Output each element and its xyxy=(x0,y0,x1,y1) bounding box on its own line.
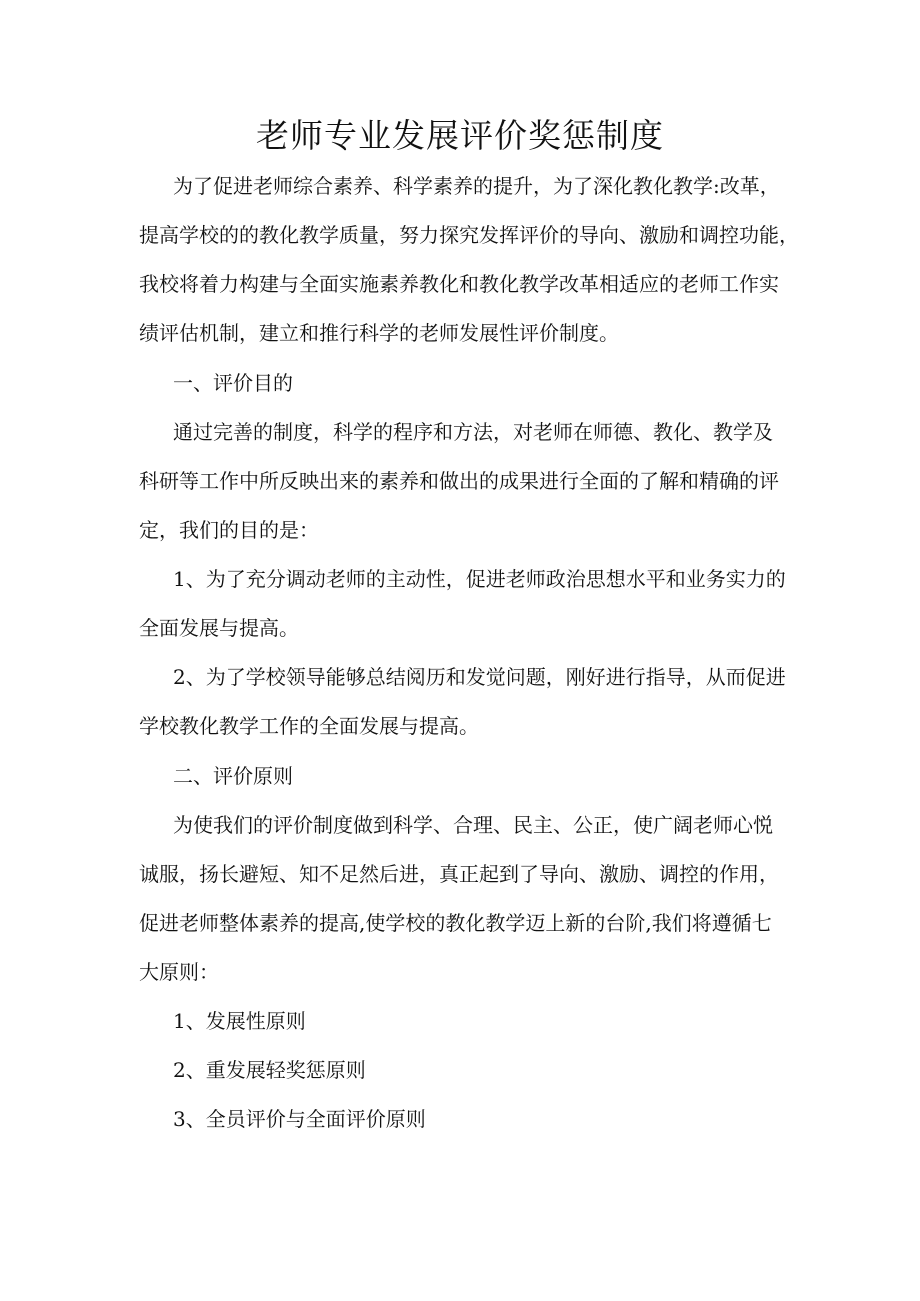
paragraph-line: 学校教化教学工作的全面发展与提高。 xyxy=(139,714,479,738)
list-item: 1、发展性原则 xyxy=(173,1009,306,1033)
paragraph-line: 定，我们的目的是： xyxy=(139,518,319,542)
list-item: 3、全员评价与全面评价原则 xyxy=(173,1107,426,1131)
paragraph-line: 为了促进老师综合素养、科学素养的提升，为了深化教化教学:改革， xyxy=(173,174,780,198)
paragraph-line: 科研等工作中所反映出来的素养和做出的成果进行全面的了解和精确的评 xyxy=(139,469,779,493)
paragraph-line: 促进老师整体素养的提高,使学校的教化教学迈上新的台阶,我们将遵循七 xyxy=(139,911,772,935)
section-heading: 二、评价原则 xyxy=(173,764,293,788)
list-item: 2、为了学校领导能够总结阅历和发觉问题，刚好进行指导，从而促进 xyxy=(173,665,786,689)
paragraph-line: 绩评估机制，建立和推行科学的老师发展性评价制度。 xyxy=(139,321,619,345)
paragraph-line: 为使我们的评价制度做到科学、合理、民主、公正，使广阔老师心悦 xyxy=(173,813,773,837)
paragraph-line: 提高学校的的教化教学质量，努力探究发挥评价的导向、激励和调控功能， xyxy=(139,223,799,247)
list-item: 1、为了充分调动老师的主动性，促进老师政治思想水平和业务实力的 xyxy=(173,567,786,591)
paragraph-line: 通过完善的制度，科学的程序和方法，对老师在师德、教化、教学及 xyxy=(173,420,773,444)
list-item: 2、重发展轻奖惩原则 xyxy=(173,1058,366,1082)
paragraph-line: 我校将着力构建与全面实施素养教化和教化教学改革相适应的老师工作实 xyxy=(139,272,779,296)
paragraph-line: 诚服，扬长避短、知不足然后进，真正起到了导向、激励、调控的作用， xyxy=(139,862,779,886)
paragraph-line: 大原则： xyxy=(139,960,219,984)
paragraph-line: 全面发展与提高。 xyxy=(139,616,299,640)
document-title: 老师专业发展评价奖惩制度 xyxy=(256,116,664,155)
section-heading: 一、评价目的 xyxy=(173,371,293,395)
